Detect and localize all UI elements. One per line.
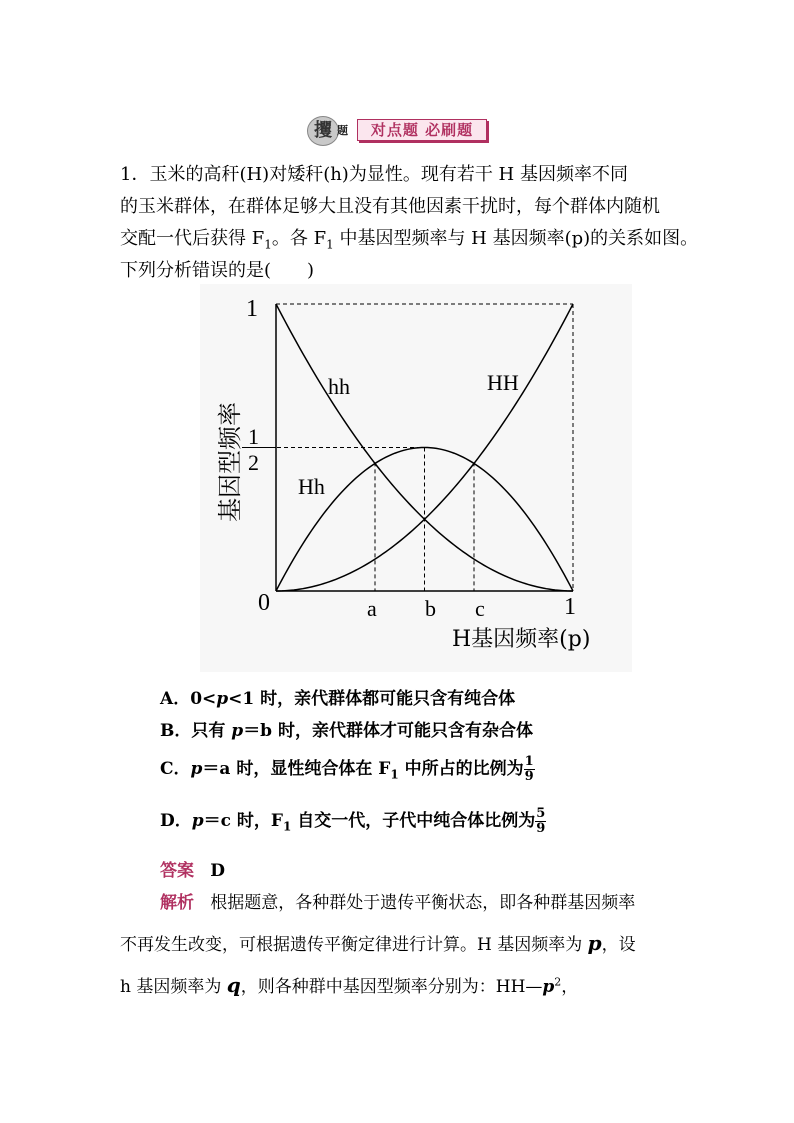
banner-logo-suffix: 题 — [337, 124, 348, 137]
answer-line: 答案 D — [160, 861, 225, 881]
question-line-1: 1．玉米的高秆(H)对矮秆(h)为显性。现有若干 H 基因频率不同 — [120, 164, 628, 185]
option-b: B．只有 p＝b 时，亲代群体才可能只含有杂合体 — [160, 721, 533, 741]
x-axis-label: H基因频率(p) — [452, 627, 591, 652]
label-Hh: Hh — [298, 474, 325, 499]
x-tick-b: b — [425, 596, 436, 621]
banner-title: 对点题 必刷题 — [370, 121, 474, 139]
fraction-five-ninths: $\frac{5}{9}$ — [536, 806, 546, 836]
x-tick-a: a — [367, 596, 377, 621]
y-tick-half-den: 2 — [248, 450, 259, 475]
fraction-one-ninth: $\frac{1}{9}$ — [524, 754, 534, 784]
option-a: A．0<p<1 时，亲代群体都可能只含有纯合体 — [160, 689, 516, 709]
question-line-3: 交配一代后获得 $F_1$。各 $F_1$ 中基因型频率与 H 基因频率(p)的关系如图。 — [120, 228, 699, 252]
section-banner — [305, 116, 487, 144]
option-d: D．p＝c 时，$F_1$ 自交一代，子代中纯合体比例为 $\frac{5}{9}$ — [160, 806, 546, 836]
label-HH: HH — [487, 370, 519, 395]
analysis-line-2: 不再发生改变，可根据遗传平衡定律进行计算。H 基因频率为 p，设 — [120, 931, 636, 955]
y-tick-1: 1 — [246, 296, 258, 322]
analysis-line-1: 解析 根据题意，各种群处于遗传平衡状态，即各种群基因频率 — [160, 893, 636, 913]
x-tick-1: 1 — [564, 594, 576, 620]
analysis-line-3: h 基因频率为 q，则各种群中基因型频率分别为：$HH—p^2$， — [120, 973, 579, 997]
label-hh: hh — [328, 374, 350, 399]
banner-title-box — [357, 119, 487, 141]
option-c: C．p＝a 时，显性纯合体在 $F_1$ 中所占的比例为 $\frac{1}{9}$ — [160, 754, 534, 784]
question-line-2: 的玉米群体，在群体足够大且没有其他因素干扰时，每个群体内随机 — [120, 196, 660, 217]
y-axis-label: 基因型频率 — [216, 402, 244, 522]
x-tick-0: 0 — [258, 590, 270, 616]
x-tick-c: c — [475, 596, 485, 621]
question-line-4: 下列分析错误的是( ) — [120, 260, 315, 281]
y-tick-half-num: 1 — [248, 424, 259, 449]
genotype-frequency-chart — [200, 284, 632, 672]
banner-logo: 攫 — [307, 116, 339, 146]
